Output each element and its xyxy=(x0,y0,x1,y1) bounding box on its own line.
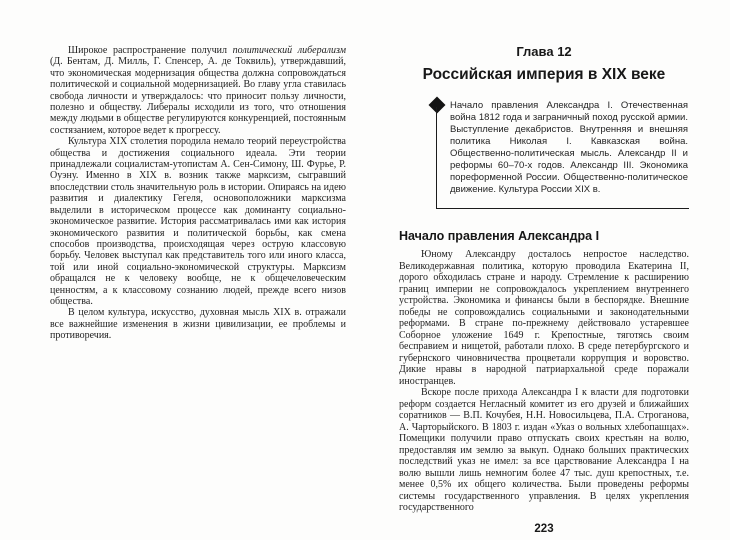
paragraph-text: (Д. Бентам, Д. Милль, Г. Спенсер, А. де Токвиль), утверждавший, что экономическая модернизация общества должна сопровождаться политической и социальной модернизацией. Во главу угла ставилась свобода личности и утверждалось: что приносит пользу личности, полезно и обществу. Либералы исходили из того, что отношения между людьми в обществе регулируются конкуренцией, постоянным состязанием, которое ведет к прогрессу. xyxy=(50,56,346,136)
chapter-summary-box xyxy=(399,98,689,209)
paragraph-secret-committee: Вскоре после прихода Александра I к власти для подготовки реформ создается Негласный комитет из его друзей и ближайших соратников — В.П. Кочубея, Н.Н. Новосильцева, П.А. Строганова, А. Чарторыйского. В 1803 г. издан «Указ о вольных хлебопашцах». Помещики получили право отпускать своих крестьян на волю, предоставляя им землю за выкуп. Однако больших практических последствий указ не имел: за все царствование Александра I на волю вышли лишь немногим более 47 тыс. душ крепостных, т.е. менее 0,5% их общего количества. Были проведены реформы системы государственного управления. В целях укрепления государственного xyxy=(399,387,689,513)
italic-term: политический либерализм xyxy=(232,45,346,56)
paragraph-marxism: Культура XIX столетия породила немало теорий переустройства общества и достижения социального идеала. Эти теории принадлежали социалистам-утопистам А. Сен-Симону, Ш. Фурье, Р. Оуэну. Именно в XIX в. возник также марксизм, сыгравший впоследствии столь значительную роль в истории. Опираясь на идею развития и диалектику Гегеля, основоположники марксизма выделили в историческом процессе как доминанту социально-экономическое развитие. История рассматривалась ими как история экономического развития и политической борьбы, как смена способов производства, происходящая через острую классовую борьбу. Человек выступал как представитель того или иного класса, той или иной социально-экономической структуры. Марксизм обращался не к человеку вообще, не к общечеловеческим ценностям, а к классовому сознанию людей, прежде всего низов общества. xyxy=(50,136,346,307)
chapter-summary-text: Начало правления Александра I. Отечественная война 1812 года и заграничный поход русской армии. Выступление декабристов. Внутренняя и внешняя политика Николая I. Кавказская война. Общественно-политическая мысль. Александр II и реформы 60–70-х годов. Александр III. Экономика пореформенной России. Общественно-политическое движение. Культура России XIX в. xyxy=(450,100,688,195)
paragraph-culture-summary: В целом культура, искусство, духовная мысль XIX в. отражали все важнейшие изменения в жизни цивилизации, ее проблемы и противоречия. xyxy=(50,307,346,342)
right-page xyxy=(399,44,689,535)
chapter-title: Российская империя в XIX веке xyxy=(422,66,666,83)
paragraph-alexander-inheritance: Юному Александру досталось непростое наследство. Великодержавная политика, которую проводила Екатерина II, дорого обходилась стране и народу. Стремление к расширению границ империи не сопровождалось укреплением внутреннего устройства. Экономика и финансы были в беспорядке. Внешние победы не сопровождались социальными и законодательными реформами. В стране по-прежнему действовало устаревшее Соборное уложение 1649 г. Крепостные, тяготясь своим бесправием и нищетой, работали плохо. В среде петербургского и губернского чиновничества процветали коррупция и воровство. Дикие нравы в народной патриархальной среде поражали иностранцев. xyxy=(399,249,689,387)
section-heading: Начало правления Александра I xyxy=(399,229,600,243)
chapter-number: Глава 12 xyxy=(516,44,572,59)
paragraph-text: Широкое распространение получил xyxy=(68,45,233,56)
page-number: 223 xyxy=(534,522,554,535)
left-page xyxy=(50,45,346,342)
summary-box-left-rule xyxy=(436,107,437,209)
paragraph-liberalism xyxy=(50,45,346,136)
summary-box-bottom-rule xyxy=(436,208,689,209)
